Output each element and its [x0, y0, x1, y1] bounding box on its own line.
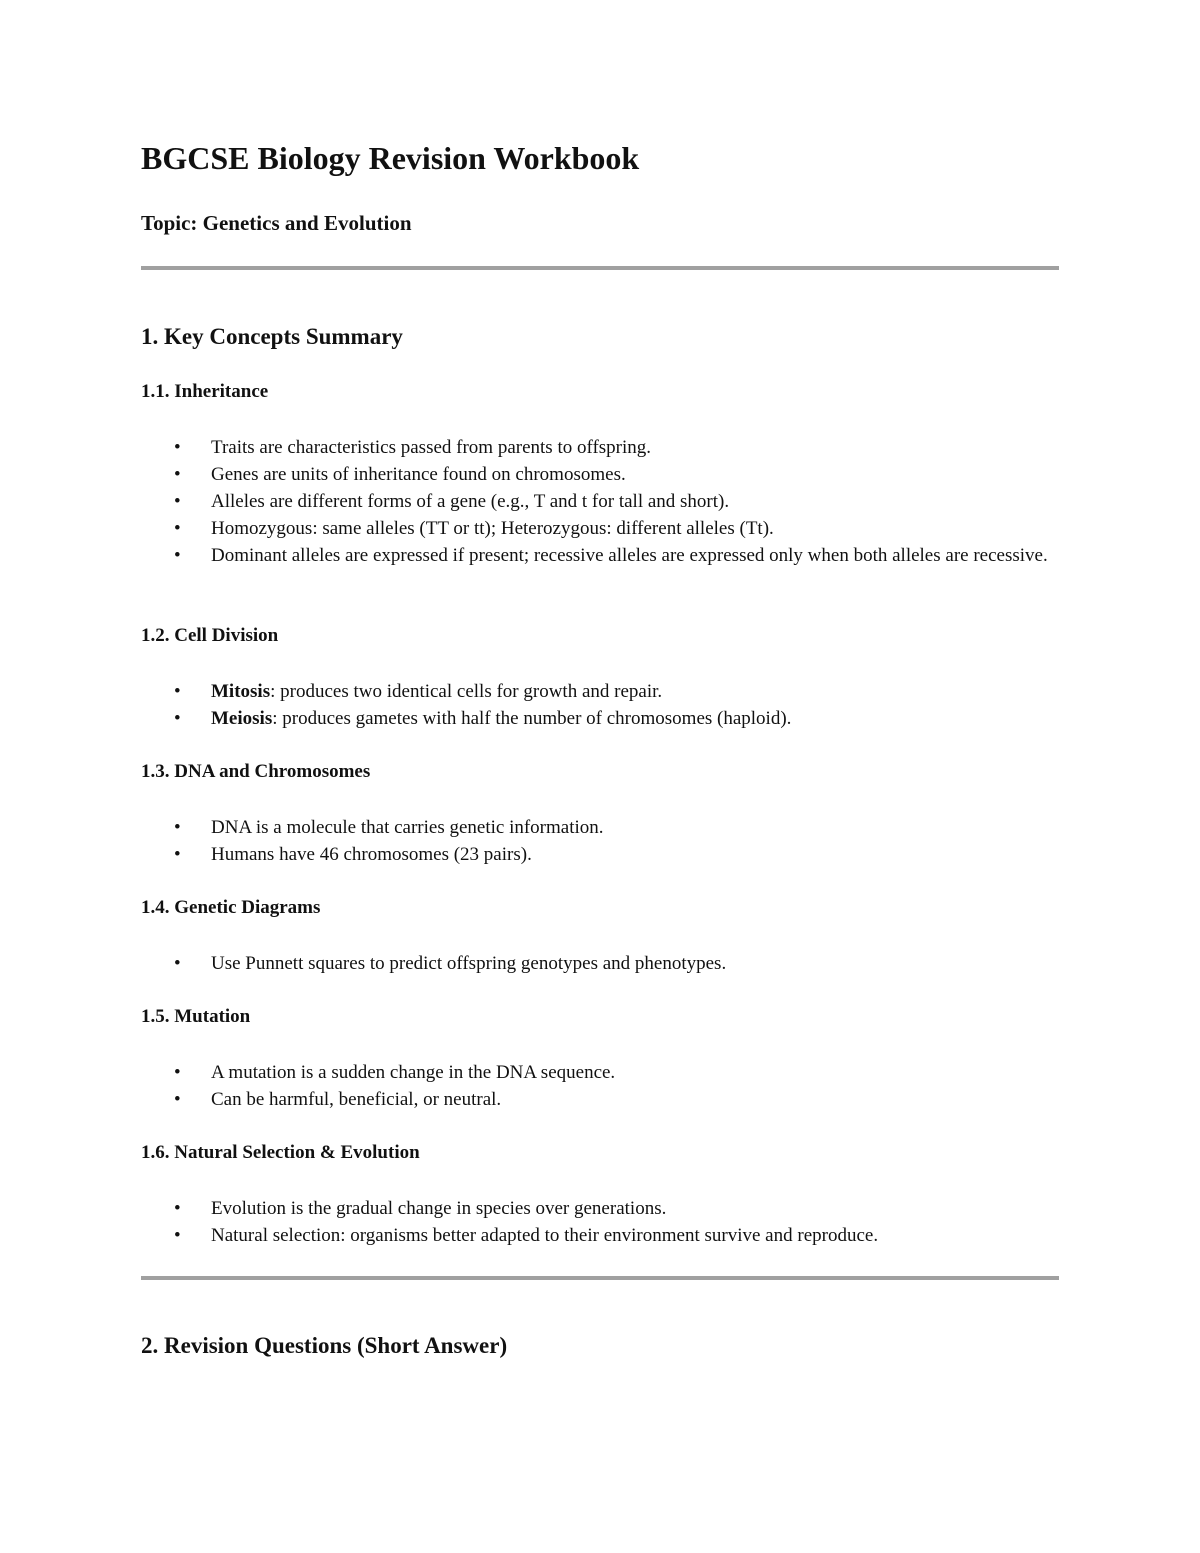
section-heading-key-concepts: 1. Key Concepts Summary: [141, 324, 403, 349]
list-item: • Genes are units of inheritance found on chromosomes.: [141, 461, 1059, 488]
bullet-icon: •: [174, 491, 181, 512]
bullet-icon: •: [174, 1062, 181, 1083]
inheritance-list: [141, 434, 1059, 569]
horizontal-rule: [141, 266, 1059, 270]
subsection-heading-dna: 1.3. DNA and Chromosomes: [141, 761, 371, 782]
bullet-icon: •: [174, 708, 181, 729]
bullet-icon: •: [174, 1198, 181, 1219]
bullet-icon: •: [174, 1089, 181, 1110]
bullet-icon: •: [174, 844, 181, 865]
list-item: • DNA is a molecule that carries genetic information.: [141, 814, 1059, 841]
natural-selection-list: [141, 1195, 1059, 1249]
dna-list: [141, 814, 1059, 868]
bullet-icon: •: [174, 518, 181, 539]
bullet-icon: •: [174, 545, 181, 566]
genetic-diagrams-list: [141, 950, 1059, 977]
bullet-icon: •: [174, 681, 181, 702]
list-item: • Alleles are different forms of a gene (e.g., T and t for tall and short).: [141, 488, 1059, 515]
list-item: • Mitosis: produces two identical cells for growth and repair.: [141, 678, 1059, 705]
list-item: • Evolution is the gradual change in species over generations.: [141, 1195, 1059, 1222]
term-mitosis: Mitosis: [211, 681, 271, 702]
cell-division-list: [141, 678, 1059, 732]
topic-subtitle: Topic: Genetics and Evolution: [141, 211, 412, 235]
subsection-heading-inheritance: 1.1. Inheritance: [141, 381, 269, 402]
subsection-heading-natural-selection: 1.6. Natural Selection & Evolution: [141, 1142, 420, 1163]
subsection-heading-cell-division: 1.2. Cell Division: [141, 625, 279, 646]
mutation-list: [141, 1059, 1059, 1113]
bullet-icon: •: [174, 1225, 181, 1246]
bullet-icon: •: [174, 817, 181, 838]
list-item: • Can be harmful, beneficial, or neutral.: [141, 1086, 1059, 1113]
list-item: • Dominant alleles are expressed if present; recessive alleles are expressed only when both alleles are recessive.: [141, 542, 1059, 569]
list-item: • Natural selection: organisms better adapted to their environment survive and reproduce.: [141, 1222, 1059, 1249]
section-heading-revision-questions: 2. Revision Questions (Short Answer): [141, 1333, 508, 1358]
horizontal-rule: [141, 1276, 1059, 1280]
document-title: BGCSE Biology Revision Workbook: [141, 140, 640, 176]
list-item: • Meiosis: produces gametes with half the number of chromosomes (haploid).: [141, 705, 1059, 732]
bullet-icon: •: [174, 437, 181, 458]
subsection-heading-genetic-diagrams: 1.4. Genetic Diagrams: [141, 897, 321, 918]
list-item: • Traits are characteristics passed from parents to offspring.: [141, 434, 1059, 461]
subsection-heading-mutation: 1.5. Mutation: [141, 1006, 251, 1027]
list-item: • Humans have 46 chromosomes (23 pairs).: [141, 841, 1059, 868]
bullet-icon: •: [174, 953, 181, 974]
bullet-icon: •: [174, 464, 181, 485]
list-item: • Use Punnett squares to predict offspring genotypes and phenotypes.: [141, 950, 1059, 977]
term-meiosis: Meiosis: [211, 708, 273, 729]
list-item: • A mutation is a sudden change in the DNA sequence.: [141, 1059, 1059, 1086]
list-item: • Homozygous: same alleles (TT or tt); Heterozygous: different alleles (Tt).: [141, 515, 1059, 542]
